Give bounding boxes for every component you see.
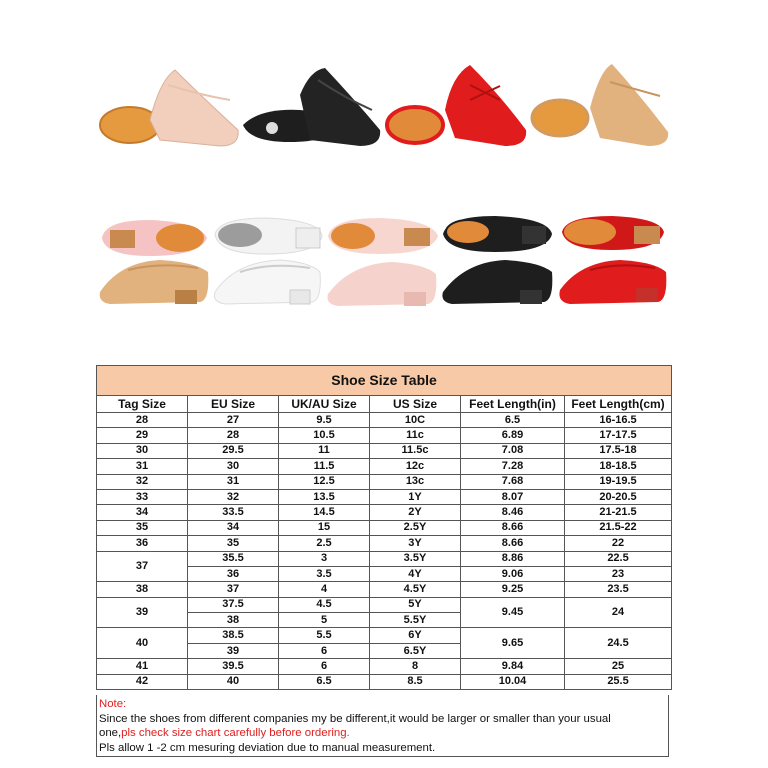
header-feet-length-in: Feet Length(in) [461, 396, 565, 413]
header-uk-au-size: UK/AU Size [279, 396, 370, 413]
cell-us: 11c [370, 428, 461, 443]
cell-eu: 38 [188, 613, 279, 628]
cell-in: 9.65 [461, 628, 565, 659]
cell-us: 8 [370, 659, 461, 674]
cell-eu: 39.5 [188, 659, 279, 674]
cell-uk: 4 [279, 582, 370, 597]
cell-tag: 32 [97, 474, 188, 489]
table-row [97, 582, 672, 597]
table-row [97, 628, 672, 643]
cell-uk: 2.5 [279, 536, 370, 551]
cell-cm: 22.5 [565, 551, 672, 566]
table-header-row [97, 396, 672, 413]
table-row [97, 505, 672, 520]
cell-in: 6.89 [461, 428, 565, 443]
cell-eu: 37.5 [188, 597, 279, 612]
cell-tag: 37 [97, 551, 188, 582]
cell-tag: 31 [97, 459, 188, 474]
product-photos [0, 0, 768, 360]
table-title: Shoe Size Table [97, 366, 672, 396]
cell-tag: 39 [97, 597, 188, 628]
cell-us: 13c [370, 474, 461, 489]
shoe-side-row [100, 260, 667, 306]
cell-tag: 30 [97, 443, 188, 458]
cell-tag: 29 [97, 428, 188, 443]
header-eu-size: EU Size [188, 396, 279, 413]
cell-uk: 11 [279, 443, 370, 458]
cell-cm: 17-17.5 [565, 428, 672, 443]
table-row [97, 597, 672, 612]
table-row [97, 551, 672, 566]
cell-uk: 5 [279, 613, 370, 628]
shoe-soles-row [102, 216, 664, 256]
cell-uk: 4.5 [279, 597, 370, 612]
cell-in: 9.45 [461, 597, 565, 628]
cell-cm: 18-18.5 [565, 459, 672, 474]
cell-in: 8.66 [461, 520, 565, 535]
cell-uk: 9.5 [279, 413, 370, 428]
size-table [96, 365, 672, 690]
cell-us: 10C [370, 413, 461, 428]
header-tag-size: Tag Size [97, 396, 188, 413]
cell-us: 5.5Y [370, 613, 461, 628]
cell-us: 5Y [370, 597, 461, 612]
cell-tag: 42 [97, 674, 188, 689]
shoe-beige-top [100, 70, 238, 146]
cell-in: 6.5 [461, 413, 565, 428]
cell-in: 8.07 [461, 489, 565, 504]
cell-uk: 6 [279, 643, 370, 658]
cell-us: 3Y [370, 536, 461, 551]
cell-uk: 3 [279, 551, 370, 566]
cell-us: 2.5Y [370, 520, 461, 535]
cell-in: 7.28 [461, 459, 565, 474]
cell-us: 2Y [370, 505, 461, 520]
cell-cm: 23 [565, 566, 672, 581]
cell-uk: 6 [279, 659, 370, 674]
cell-us: 12c [370, 459, 461, 474]
cell-eu: 39 [188, 643, 279, 658]
table-row [97, 489, 672, 504]
table-row [97, 443, 672, 458]
cell-cm: 24.5 [565, 628, 672, 659]
cell-us: 4.5Y [370, 582, 461, 597]
cell-uk: 15 [279, 520, 370, 535]
cell-us: 11.5c [370, 443, 461, 458]
cell-tag: 41 [97, 659, 188, 674]
cell-uk: 14.5 [279, 505, 370, 520]
cell-cm: 22 [565, 536, 672, 551]
note-line-1: Since the shoes from different companies my be different,it would be larger or smaller than your usual [99, 712, 611, 725]
cell-uk: 11.5 [279, 459, 370, 474]
table-row [97, 413, 672, 428]
cell-tag: 36 [97, 536, 188, 551]
cell-eu: 29.5 [188, 443, 279, 458]
note-title: Note: [99, 698, 127, 710]
cell-tag: 38 [97, 582, 188, 597]
header-us-size: US Size [370, 396, 461, 413]
table-row [97, 536, 672, 551]
cell-eu: 37 [188, 582, 279, 597]
cell-eu: 36 [188, 566, 279, 581]
table-row [97, 520, 672, 535]
note-line-3: Pls allow 1 -2 cm mesuring deviation due to manual measurement. [99, 741, 436, 754]
cell-cm: 16-16.5 [565, 413, 672, 428]
header-feet-length-cm: Feet Length(cm) [565, 396, 672, 413]
table-row [97, 474, 672, 489]
cell-cm: 20-20.5 [565, 489, 672, 504]
cell-eu: 35 [188, 536, 279, 551]
cell-in: 9.25 [461, 582, 565, 597]
cell-eu: 28 [188, 428, 279, 443]
cell-uk: 13.5 [279, 489, 370, 504]
table-row [97, 459, 672, 474]
cell-eu: 32 [188, 489, 279, 504]
cell-tag: 35 [97, 520, 188, 535]
cell-in: 8.86 [461, 551, 565, 566]
cell-cm: 21-21.5 [565, 505, 672, 520]
cell-eu: 31 [188, 474, 279, 489]
table-row [97, 428, 672, 443]
cell-cm: 19-19.5 [565, 474, 672, 489]
table-row [97, 659, 672, 674]
cell-us: 6Y [370, 628, 461, 643]
cell-tag: 33 [97, 489, 188, 504]
cell-in: 9.84 [461, 659, 565, 674]
cell-eu: 27 [188, 413, 279, 428]
cell-in: 8.66 [461, 536, 565, 551]
cell-tag: 40 [97, 628, 188, 659]
cell-cm: 21.5-22 [565, 520, 672, 535]
note-line-2-start: one, [99, 727, 122, 740]
cell-in: 10.04 [461, 674, 565, 689]
cell-tag: 34 [97, 505, 188, 520]
cell-cm: 23.5 [565, 582, 672, 597]
cell-us: 8.5 [370, 674, 461, 689]
cell-in: 7.08 [461, 443, 565, 458]
cell-uk: 6.5 [279, 674, 370, 689]
cell-cm: 25.5 [565, 674, 672, 689]
cell-us: 6.5Y [370, 643, 461, 658]
cell-eu: 40 [188, 674, 279, 689]
cell-uk: 3.5 [279, 566, 370, 581]
cell-tag: 28 [97, 413, 188, 428]
cell-cm: 24 [565, 597, 672, 628]
cell-eu: 33.5 [188, 505, 279, 520]
note-warning: pls check size chart carefully before ordering. [121, 727, 350, 740]
cell-in: 7.68 [461, 474, 565, 489]
cell-cm: 25 [565, 659, 672, 674]
shoe-black-top [243, 68, 380, 146]
cell-uk: 10.5 [279, 428, 370, 443]
shoe-tan-top [532, 64, 668, 146]
cell-cm: 17.5-18 [565, 443, 672, 458]
cell-uk: 12.5 [279, 474, 370, 489]
cell-us: 1Y [370, 489, 461, 504]
cell-in: 8.46 [461, 505, 565, 520]
cell-us: 4Y [370, 566, 461, 581]
cell-in: 9.06 [461, 566, 565, 581]
note-line-2 [99, 726, 666, 741]
shoe-red-top [387, 65, 526, 146]
table-row [97, 674, 672, 689]
cell-eu: 34 [188, 520, 279, 535]
cell-us: 3.5Y [370, 551, 461, 566]
note-box [96, 695, 669, 757]
cell-eu: 38.5 [188, 628, 279, 643]
cell-eu: 30 [188, 459, 279, 474]
cell-eu: 35.5 [188, 551, 279, 566]
cell-uk: 5.5 [279, 628, 370, 643]
